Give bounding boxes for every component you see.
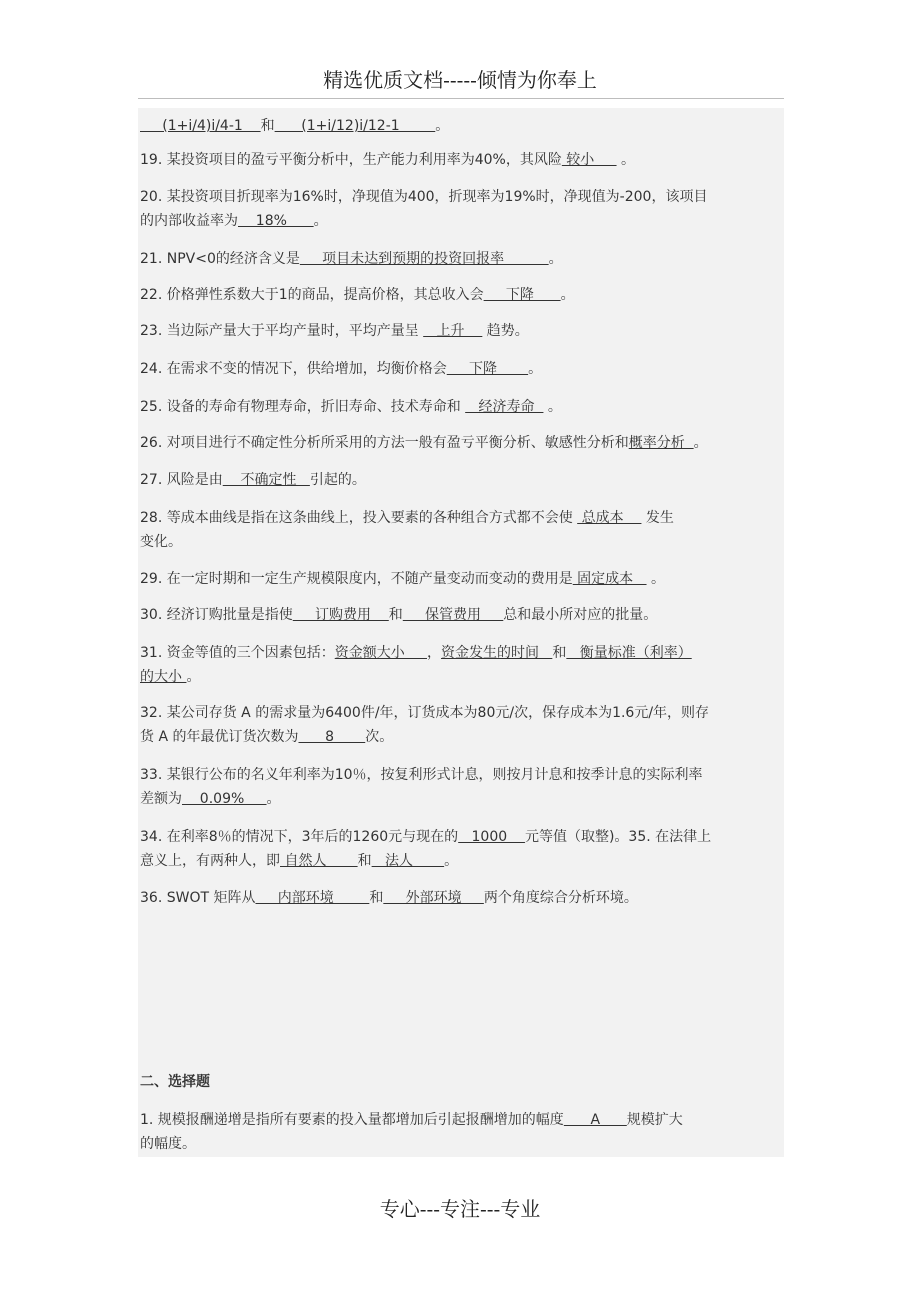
line-text: 26. 对项目进行不确定性分析所采用的方法一般有盈亏平衡分析、敏感性分析和 xyxy=(140,435,629,451)
line-text: 34. 在利率8％的情况下，3年后的1260元与现在的 xyxy=(140,829,459,845)
text-line xyxy=(140,701,709,725)
line-text: 趋势。 xyxy=(482,323,529,339)
answer-blank: 下降 xyxy=(446,361,529,377)
answer-blank: 概率分析 xyxy=(628,435,694,451)
line-text: 和 xyxy=(260,118,275,134)
text-line xyxy=(140,665,200,689)
line-text: 。 xyxy=(266,791,281,807)
section-heading: 二、选择题 xyxy=(140,1074,210,1090)
answer-blank: 法人 xyxy=(371,853,445,869)
text-line xyxy=(140,395,562,419)
answer-blank: 订购费用 xyxy=(292,607,389,623)
page-footer: 专心---专注---专业 xyxy=(379,1197,541,1221)
text-line xyxy=(140,319,529,343)
line-text: 20. 某投资项目折现率为16%时，净现值为400，折现率为19%时，净现值为-200，该项目 xyxy=(140,189,708,205)
line-text: 。 xyxy=(528,361,543,377)
line-text: 。 xyxy=(548,251,563,267)
text-line xyxy=(140,1108,683,1132)
line-text: 21. NPV<0的经济含义是 xyxy=(140,251,300,267)
line-text: 货 A 的年最优订货次数为 xyxy=(140,729,299,745)
line-text: 。 xyxy=(444,853,459,869)
line-text: 和 xyxy=(388,607,403,623)
answer-blank: 1000 xyxy=(458,829,525,845)
answer-blank: 固定成本 xyxy=(572,571,647,587)
text-line xyxy=(140,1132,196,1156)
text-line xyxy=(140,148,635,172)
line-text: 元等值（取整)。35. 在法律上 xyxy=(524,829,712,845)
line-text: 。 xyxy=(543,399,562,415)
line-text: 变化。 xyxy=(140,534,182,550)
text-line xyxy=(140,567,665,591)
line-text: 36. SWOT 矩阵从 xyxy=(140,890,256,906)
answer-blank: 8 xyxy=(298,729,366,745)
text-line xyxy=(140,849,458,873)
text-line xyxy=(140,247,563,271)
text-line xyxy=(140,530,182,554)
line-text: 。 xyxy=(560,287,575,303)
line-text: 。 xyxy=(435,118,450,134)
answer-blank: 内部环境 xyxy=(255,890,370,906)
answer-blank: 资金额大小 xyxy=(334,645,427,661)
document-body xyxy=(138,108,784,1157)
line-text: 发生 xyxy=(641,510,674,526)
text-line xyxy=(140,114,449,138)
line-text: 28. 等成本曲线是指在这条曲线上，投入要素的各种组合方式都不会使 xyxy=(140,510,578,526)
answer-blank: 较小 xyxy=(561,152,617,168)
answer-blank: (1+i/12)i/12-1 xyxy=(274,118,436,134)
line-text: 和 xyxy=(357,853,372,869)
line-text: 1. 规模报酬递增是指所有要素的投入量都增加后引起报酬增加的幅度 xyxy=(140,1112,564,1128)
line-text: 。 xyxy=(646,571,665,587)
line-text: 差额为 xyxy=(140,791,182,807)
answer-blank: 经济寿命 xyxy=(465,399,544,415)
answer-blank: 18% xyxy=(238,213,314,229)
line-text: ， xyxy=(426,645,441,661)
line-text: 30. 经济订购批量是指使 xyxy=(140,607,293,623)
line-text: 25. 设备的寿命有物理寿命，折旧寿命、技术寿命和 xyxy=(140,399,466,415)
answer-blank: 的大小 xyxy=(140,669,187,685)
text-line xyxy=(140,209,328,233)
line-text: 。 xyxy=(616,152,635,168)
text-line xyxy=(140,603,657,627)
line-text: 27. 风险是由 xyxy=(140,472,223,488)
text-line xyxy=(140,506,674,530)
page-header: 精选优质文档-----倾情为你奉上 xyxy=(323,68,597,92)
answer-blank: (1+i/4)i/4-1 xyxy=(140,118,261,134)
answer-blank: 资金发生的时间 xyxy=(440,645,553,661)
text-line xyxy=(140,431,708,455)
answer-blank: 下降 xyxy=(483,287,561,303)
line-text: 和 xyxy=(369,890,384,906)
text-line xyxy=(140,763,703,787)
line-text: 29. 在一定时期和一定生产规模限度内，不随产量变动而变动的费用是 xyxy=(140,571,573,587)
answer-blank: 衡量标准（利率） xyxy=(566,645,692,661)
text-line xyxy=(140,1070,210,1094)
text-line xyxy=(140,283,575,307)
text-line xyxy=(140,886,638,910)
answer-blank: 保管费用 xyxy=(402,607,504,623)
line-text: 的内部收益率为 xyxy=(140,213,238,229)
answer-blank: 0.09% xyxy=(182,791,267,807)
line-text: 24. 在需求不变的情况下，供给增加，均衡价格会 xyxy=(140,361,447,377)
text-line xyxy=(140,357,542,381)
answer-blank: 总成本 xyxy=(577,510,642,526)
answer-blank: 外部环境 xyxy=(383,890,484,906)
line-text: 引起的。 xyxy=(309,472,366,488)
answer-blank: 自然人 xyxy=(280,853,358,869)
line-text: 。 xyxy=(186,669,201,685)
text-line xyxy=(140,787,281,811)
text-line xyxy=(140,468,366,492)
text-line xyxy=(140,185,707,209)
line-text: 次。 xyxy=(365,729,394,745)
line-text: 总和最小所对应的批量。 xyxy=(503,607,658,623)
line-text: 。 xyxy=(313,213,328,229)
line-text: 意义上，有两种人，即 xyxy=(140,853,280,869)
line-text: 31. 资金等值的三个因素包括： xyxy=(140,645,335,661)
line-text: 和 xyxy=(552,645,567,661)
answer-blank: A xyxy=(563,1112,627,1128)
line-text: 的幅度。 xyxy=(140,1136,196,1152)
text-line xyxy=(140,725,393,749)
text-line xyxy=(140,825,711,849)
line-text: 32. 某公司存货 A 的需求量为6400件/年，订货成本为80元/次，保存成本为1.6元/年，则存 xyxy=(140,705,710,721)
line-text: 两个角度综合分析环境。 xyxy=(483,890,638,906)
answer-blank: 项目未达到预期的投资回报率 xyxy=(299,251,549,267)
answer-blank: 上升 xyxy=(423,323,483,339)
line-text: 33. 某银行公布的名义年利率为10％，按复利形式计息，则按月计息和按季计息的实际利率 xyxy=(140,767,703,783)
line-text: 22. 价格弹性系数大于1的商品，提高价格，其总收入会 xyxy=(140,287,484,303)
line-text: 23. 当边际产量大于平均产量时，平均产量呈 xyxy=(140,323,424,339)
answer-blank: 不确定性 xyxy=(222,472,310,488)
text-line xyxy=(140,641,692,665)
line-text: 19. 某投资项目的盈亏平衡分析中，生产能力利用率为40%，其风险 xyxy=(140,152,562,168)
header-rule xyxy=(138,98,784,99)
line-text: 。 xyxy=(693,435,708,451)
line-text: 规模扩大 xyxy=(626,1112,683,1128)
